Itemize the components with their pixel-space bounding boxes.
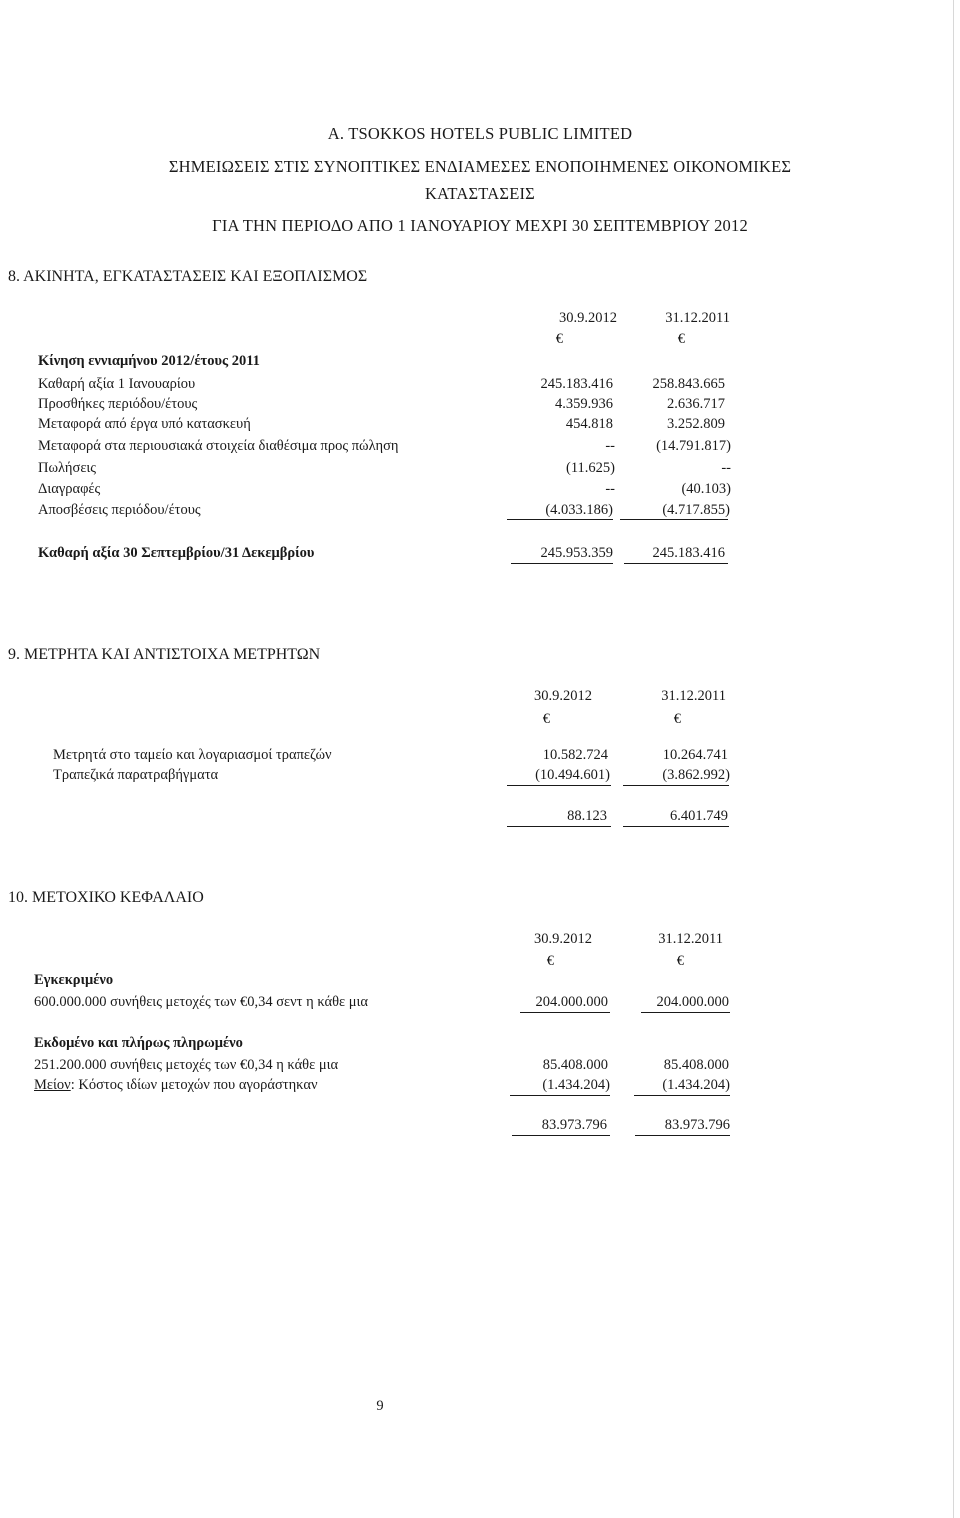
- note10-authorised-value-2012: 204.000.000: [535, 994, 608, 1010]
- note8-row-label: Διαγραφές: [38, 481, 101, 497]
- note10-authorised-value-2011: 204.000.000: [656, 994, 729, 1010]
- note8-row-value-2012: (11.625): [566, 460, 615, 476]
- note9-total-underline-2012: [507, 826, 611, 827]
- note8-row-value-2012: --: [605, 438, 615, 454]
- note8-row-value-2011: (14.791.817): [656, 438, 731, 454]
- header-line-1: ΣΗΜΕΙΩΣΕΙΣ ΣΤΙΣ ΣΥΝΟΠΤΙΚΕΣ ΕΝΔΙΑΜΕΣΕΣ ΕΝΟΠΟΙΗΜΕΝΕΣ ΟΙΚΟΝΟΜΙΚΕΣ: [168, 157, 792, 176]
- note10-less-text: : Κόστος ιδίων μετοχών που αγοράστηκαν: [70, 1077, 318, 1093]
- note8-total-underline-2011: [624, 563, 728, 564]
- note10-less-underline-2012: [510, 1095, 610, 1096]
- note10-less-label: [34, 1077, 318, 1094]
- note8-row-label: Πωλήσεις: [38, 460, 97, 476]
- note10-total-value-2012: 83.973.796: [541, 1117, 607, 1133]
- note9-row-label: Τραπεζικά παρατραβήγματα: [53, 767, 219, 783]
- note9-total-value-2012: 88.123: [567, 808, 607, 824]
- note8-row-value-2011: 258.843.665: [652, 376, 725, 392]
- note8-row-label: Αποσβέσεις περιόδου/έτους: [38, 502, 201, 518]
- note10-issued-value-2012: 85.408.000: [542, 1057, 608, 1073]
- note9-total-underline-2011: [623, 826, 729, 827]
- note9-underline-2011: [623, 785, 729, 786]
- note10-less-underline-2011: [634, 1095, 730, 1096]
- note8-col2-header: 31.12.2011: [665, 310, 730, 326]
- note8-row-label: Μεταφορά στα περιουσιακά στοιχεία διαθέσιμα προς πώληση: [38, 438, 399, 454]
- note9-title: 9. ΜΕΤΡΗΤΑ ΚΑΙ ΑΝΤΙΣΤΟΙΧΑ ΜΕΤΡΗΤΩΝ: [8, 646, 321, 663]
- note10-total-value-2011: 83.973.796: [664, 1117, 730, 1133]
- note9-row-value-2012: 10.582.724: [542, 747, 608, 763]
- note8-total-underline-2012: [511, 563, 613, 564]
- note8-row-value-2012: (4.033.186): [545, 502, 613, 518]
- note8-col2-currency: €: [677, 331, 685, 347]
- note10-total-underline-2012: [512, 1135, 610, 1136]
- note9-col1-currency: €: [542, 711, 550, 727]
- note8-col1-currency: €: [555, 331, 563, 347]
- note10-less-value-2011: (1.434.204): [662, 1077, 730, 1093]
- note9-total-value-2011: 6.401.749: [670, 808, 728, 824]
- page-number: 9: [376, 1398, 384, 1414]
- note9-row-value-2012: (10.494.601): [535, 767, 610, 783]
- note10-total-underline-2011: [635, 1135, 730, 1136]
- note9-col2-currency: €: [673, 711, 681, 727]
- note8-total-value-2011: 245.183.416: [652, 545, 725, 561]
- note10-col1-header: 30.9.2012: [534, 931, 592, 947]
- note8-row-label: Μεταφορά από έργα υπό κατασκευή: [38, 416, 251, 432]
- note9-row-value-2011: 10.264.741: [662, 747, 728, 763]
- note9-col1-header: 30.9.2012: [534, 688, 592, 704]
- note10-title: 10. ΜΕΤΟΧΙΚΟ ΚΕΦΑΛΑΙΟ: [8, 889, 204, 906]
- note8-subheading: Κίνηση εννιαμήνου 2012/έτους 2011: [38, 353, 260, 369]
- header-line-3: ΓΙΑ ΤΗΝ ΠΕΡΙΟΔΟ ΑΠΟ 1 ΙΑΝΟΥΑΡΙΟΥ ΜΕΧΡΙ 30 ΣΕΠΤΕΜΒΡΙΟΥ 2012: [212, 216, 748, 235]
- note8-row-label: Προσθήκες περιόδου/έτους: [38, 396, 198, 412]
- note8-row-value-2011: (4.717.855): [662, 502, 730, 518]
- note10-authorised-heading: Εγκεκριμένο: [34, 972, 114, 988]
- note8-row-value-2011: (40.103): [681, 481, 731, 497]
- note8-row-value-2012: 454.818: [565, 416, 613, 432]
- note10-col2-header: 31.12.2011: [658, 931, 723, 947]
- note8-row-value-2011: 3.252.809: [667, 416, 725, 432]
- note10-authorised-underline-2012: [520, 1012, 610, 1013]
- note10-col1-currency: €: [546, 953, 554, 969]
- note8-col1-header: 30.9.2012: [559, 310, 617, 326]
- note8-row-value-2012: --: [605, 481, 615, 497]
- header-line-2: ΚΑΤΑΣΤΑΣΕΙΣ: [425, 184, 535, 203]
- note9-underline-2012: [507, 785, 611, 786]
- note10-authorised-underline-2011: [641, 1012, 730, 1013]
- note8-total-value-2012: 245.953.359: [540, 545, 613, 561]
- note9-col2-header: 31.12.2011: [661, 688, 726, 704]
- note9-row-value-2011: (3.862.992): [662, 767, 730, 783]
- note10-issued-heading: Εκδομένο και πλήρως πληρωμένο: [34, 1035, 243, 1051]
- note10-col2-currency: €: [676, 953, 684, 969]
- note8-row-label: Καθαρή αξία 1 Ιανουαρίου: [38, 376, 196, 392]
- note10-issued-label: 251.200.000 συνήθεις μετοχές των €0,34 η κάθε μια: [34, 1057, 339, 1073]
- note8-row-value-2012: 245.183.416: [540, 376, 613, 392]
- company-name: A. TSOKKOS HOTELS PUBLIC LIMITED: [327, 124, 633, 143]
- note10-issued-value-2011: 85.408.000: [663, 1057, 729, 1073]
- note8-row-value-2012: 4.359.936: [555, 396, 613, 412]
- note9-row-label: Μετρητά στο ταμείο και λογαριασμοί τραπεζών: [53, 747, 332, 763]
- note8-underline-2011: [620, 519, 728, 520]
- note10-less-value-2012: (1.434.204): [542, 1077, 610, 1093]
- note8-title: 8. ΑΚΙΝΗΤΑ, ΕΓΚΑΤΑΣΤΑΣΕΙΣ ΚΑΙ ΕΞΟΠΛΙΣΜΟΣ: [8, 268, 368, 285]
- note10-authorised-label: 600.000.000 συνήθεις μετοχές των €0,34 σεντ η κάθε μια: [34, 994, 369, 1010]
- note8-total-label: Καθαρή αξία 30 Σεπτεμβρίου/31 Δεκεμβρίου: [38, 545, 315, 561]
- note10-less-prefix: Μείον: [34, 1077, 71, 1093]
- note8-row-value-2011: 2.636.717: [667, 396, 725, 412]
- note8-row-value-2011: --: [721, 460, 731, 476]
- note8-underline-2012: [507, 519, 613, 520]
